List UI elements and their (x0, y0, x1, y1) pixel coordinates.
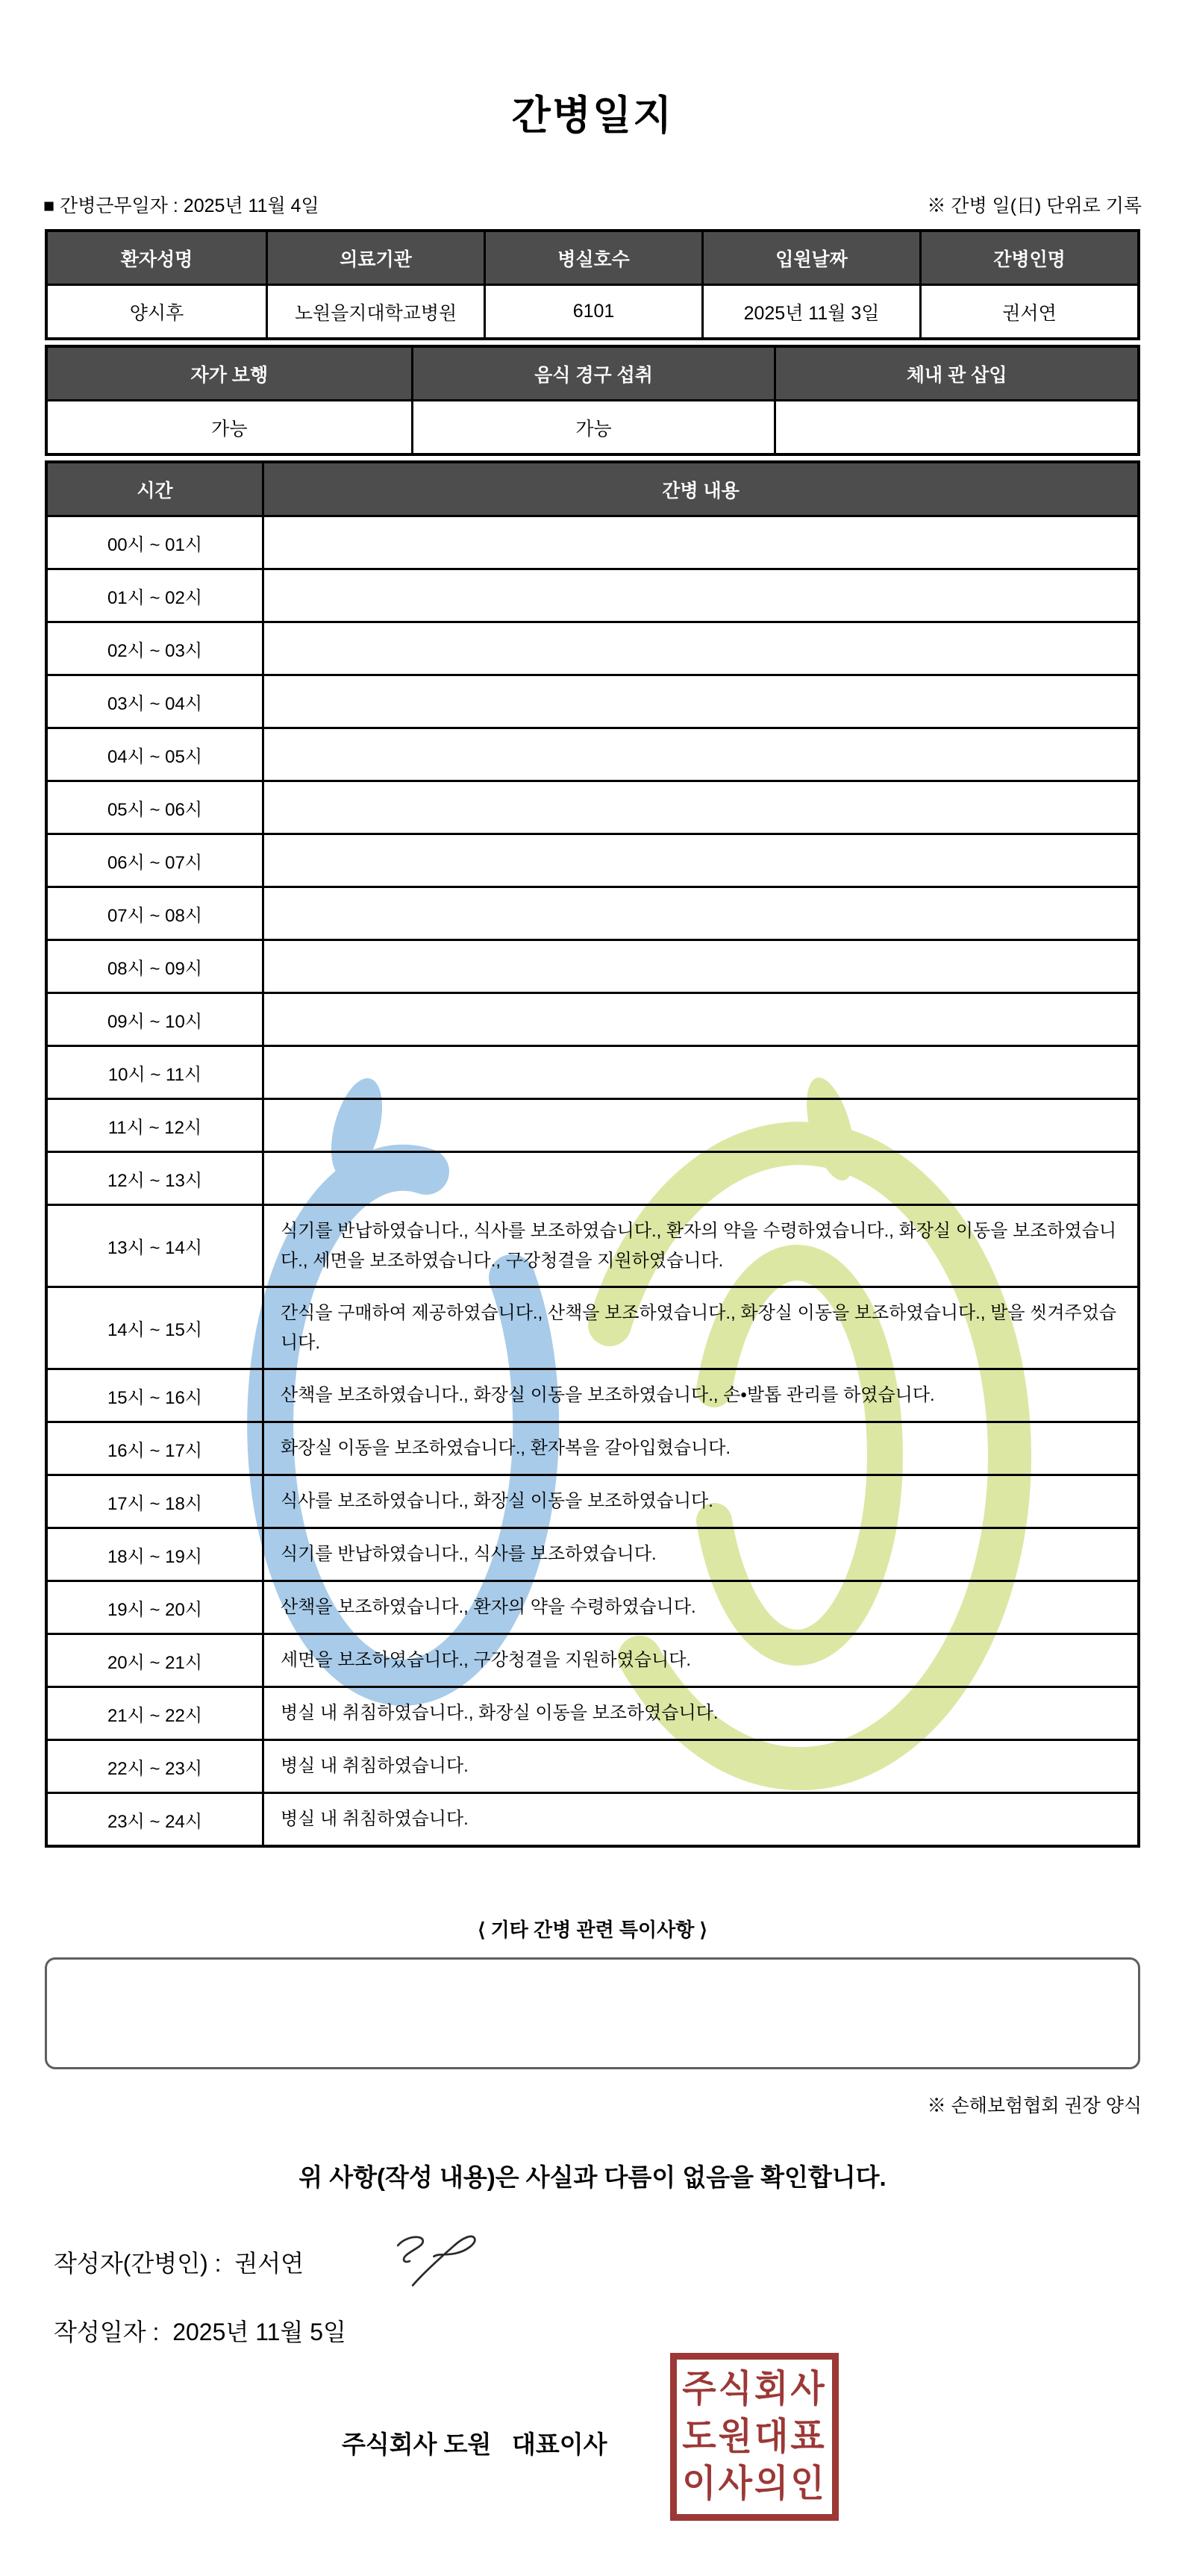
time-cell: 19시 ~ 20시 (48, 1582, 264, 1633)
page-title: 간병일지 (511, 93, 674, 138)
content-cell: 간식을 구매하여 제공하였습니다., 산책을 보조하였습니다., 화장실 이동을 보조하였습니다., 발을 씻겨주었습니다. (281, 1302, 1117, 1353)
content-cell: 병실 내 취침하였습니다., 화장실 이동을 보조하였습니다. (281, 1703, 719, 1723)
column-header: 환자성명 (48, 232, 266, 284)
table-row (48, 1368, 1137, 1421)
content-cell (264, 782, 1137, 833)
content-cell: 병실 내 취침하였습니다. (281, 1809, 469, 1829)
time-cell: 00시 ~ 01시 (48, 517, 264, 568)
content-cell (264, 835, 1137, 886)
form-note: ※ 손해보험협회 권장 양식 (927, 2095, 1142, 2116)
company-line: 주식회사 도원 대표이사 (342, 2430, 607, 2458)
time-cell: 18시 ~ 19시 (48, 1529, 264, 1580)
column-header: 의료기관 (266, 232, 484, 284)
content-cell: 화장실 이동을 보조하였습니다., 환자복을 갈아입혔습니다. (281, 1438, 731, 1458)
time-cell: 17시 ~ 18시 (48, 1476, 264, 1527)
table-row (48, 1045, 1137, 1098)
written-date-line: 작성일자 : 2025년 11월 5일 (54, 2319, 346, 2345)
patient-name: 양시후 (48, 284, 266, 337)
time-cell: 05시 ~ 06시 (48, 782, 264, 833)
column-header: 음식 경구 섭취 (411, 348, 775, 399)
caregiver-name: 권서연 (919, 284, 1137, 337)
time-column-header: 시간 (48, 463, 264, 515)
caregiver-signature (394, 2233, 493, 2289)
time-cell: 23시 ~ 24시 (48, 1794, 264, 1845)
time-cell: 02시 ~ 03시 (48, 623, 264, 674)
time-cell: 21시 ~ 22시 (48, 1688, 264, 1739)
time-cell: 11시 ~ 12시 (48, 1100, 264, 1151)
column-header: 병실호수 (484, 232, 701, 284)
content-cell (264, 1100, 1137, 1151)
column-header: 간병인명 (919, 232, 1137, 284)
time-cell: 09시 ~ 10시 (48, 994, 264, 1045)
unit-note: ※ 간병 일(日) 단위로 기록 (927, 196, 1142, 216)
table-row (48, 833, 1137, 886)
table-row (48, 674, 1137, 727)
content-cell: 식기를 반납하였습니다., 식사를 보조하였습니다. (281, 1544, 657, 1564)
column-header: 체내 관 삽입 (774, 348, 1137, 399)
time-cell: 01시 ~ 02시 (48, 570, 264, 621)
table-row (48, 1792, 1137, 1845)
content-cell: 식기를 반납하였습니다., 식사를 보조하였습니다., 환자의 약을 수령하였습니다., 화장실 이동을 보조하였습니다., 세면을 보조하였습니다., 구강청결을 지원하였습니다. (281, 1220, 1117, 1271)
time-cell: 12시 ~ 13시 (48, 1153, 264, 1204)
column-header: 입원날짜 (701, 232, 919, 284)
time-cell: 15시 ~ 16시 (48, 1370, 264, 1421)
content-cell: 병실 내 취침하였습니다. (281, 1756, 469, 1776)
content-cell: 산책을 보조하였습니다., 환자의 약을 수령하였습니다. (281, 1597, 696, 1617)
table-row (48, 568, 1137, 621)
notes-heading: ⟨ 기타 간병 관련 특이사항 ⟩ (478, 1919, 707, 1941)
time-cell: 20시 ~ 21시 (48, 1635, 264, 1686)
confirmation-statement: 위 사항(작성 내용)은 사실과 다름이 없음을 확인합니다. (298, 2163, 887, 2191)
content-cell (264, 517, 1137, 568)
stamp-text: 주식회사 (682, 2369, 827, 2410)
content-cell (264, 994, 1137, 1045)
table-row (48, 1204, 1137, 1286)
table-row (48, 1580, 1137, 1633)
oral-intake-value: 가능 (411, 399, 775, 453)
table-row (48, 992, 1137, 1045)
column-header: 자가 보행 (48, 348, 411, 399)
notes-box (45, 1957, 1140, 2069)
content-column-header: 간병 내용 (662, 480, 740, 501)
work-date-label: ■ 간병근무일자 : 2025년 11월 4일 (43, 196, 319, 216)
admission-date: 2025년 11월 3일 (701, 284, 919, 337)
tube-insertion-value (774, 399, 1137, 453)
content-cell: 산책을 보조하였습니다., 화장실 이동을 보조하였습니다., 손•발톱 관리를 하였습니다. (281, 1385, 935, 1405)
patient-status-table (45, 345, 1140, 456)
table-row (48, 1686, 1137, 1739)
content-cell: 세면을 보조하였습니다., 구강청결을 지원하였습니다. (281, 1650, 692, 1670)
table-row (48, 780, 1137, 833)
table-row (48, 1098, 1137, 1151)
time-cell: 06시 ~ 07시 (48, 835, 264, 886)
care-log-table (45, 460, 1140, 1848)
time-cell: 13시 ~ 14시 (48, 1206, 264, 1286)
room-number: 6101 (484, 284, 701, 337)
time-cell: 16시 ~ 17시 (48, 1423, 264, 1474)
table-row (48, 1151, 1137, 1204)
content-cell (264, 729, 1137, 780)
content-cell: 식사를 보조하였습니다., 화장실 이동을 보조하였습니다. (281, 1491, 713, 1511)
content-cell (264, 888, 1137, 939)
stamp-text: 이사의인 (682, 2463, 827, 2505)
table-row (48, 1633, 1137, 1686)
content-cell (264, 570, 1137, 621)
content-cell (264, 1153, 1137, 1204)
time-cell: 14시 ~ 15시 (48, 1288, 264, 1368)
content-cell (264, 676, 1137, 727)
content-cell (264, 623, 1137, 674)
table-row (48, 1739, 1137, 1792)
content-cell (264, 1047, 1137, 1098)
content-cell (264, 941, 1137, 992)
hospital-name: 노원을지대학교병원 (266, 284, 484, 337)
time-cell: 07시 ~ 08시 (48, 888, 264, 939)
table-row (48, 621, 1137, 674)
time-cell: 04시 ~ 05시 (48, 729, 264, 780)
time-cell: 10시 ~ 11시 (48, 1047, 264, 1098)
corporate-seal-stamp (670, 2353, 839, 2521)
table-row (48, 886, 1137, 939)
care-table-body (48, 515, 1137, 1845)
time-cell: 08시 ~ 09시 (48, 941, 264, 992)
care-table-header (48, 463, 1137, 515)
self-walking-value: 가능 (48, 399, 411, 453)
writer-line: 작성자(간병인) : 권서연 (54, 2250, 304, 2277)
stamp-text: 도원대표 (682, 2416, 827, 2458)
time-cell: 03시 ~ 04시 (48, 676, 264, 727)
table-row (48, 1474, 1137, 1527)
meta-line (43, 191, 1142, 218)
table-row (48, 1286, 1137, 1368)
table-row (48, 1527, 1137, 1580)
patient-info-table (45, 229, 1140, 340)
table-row (48, 1421, 1137, 1474)
time-cell: 22시 ~ 23시 (48, 1741, 264, 1792)
table-row (48, 727, 1137, 780)
table-row (48, 515, 1137, 568)
table-row (48, 939, 1137, 992)
